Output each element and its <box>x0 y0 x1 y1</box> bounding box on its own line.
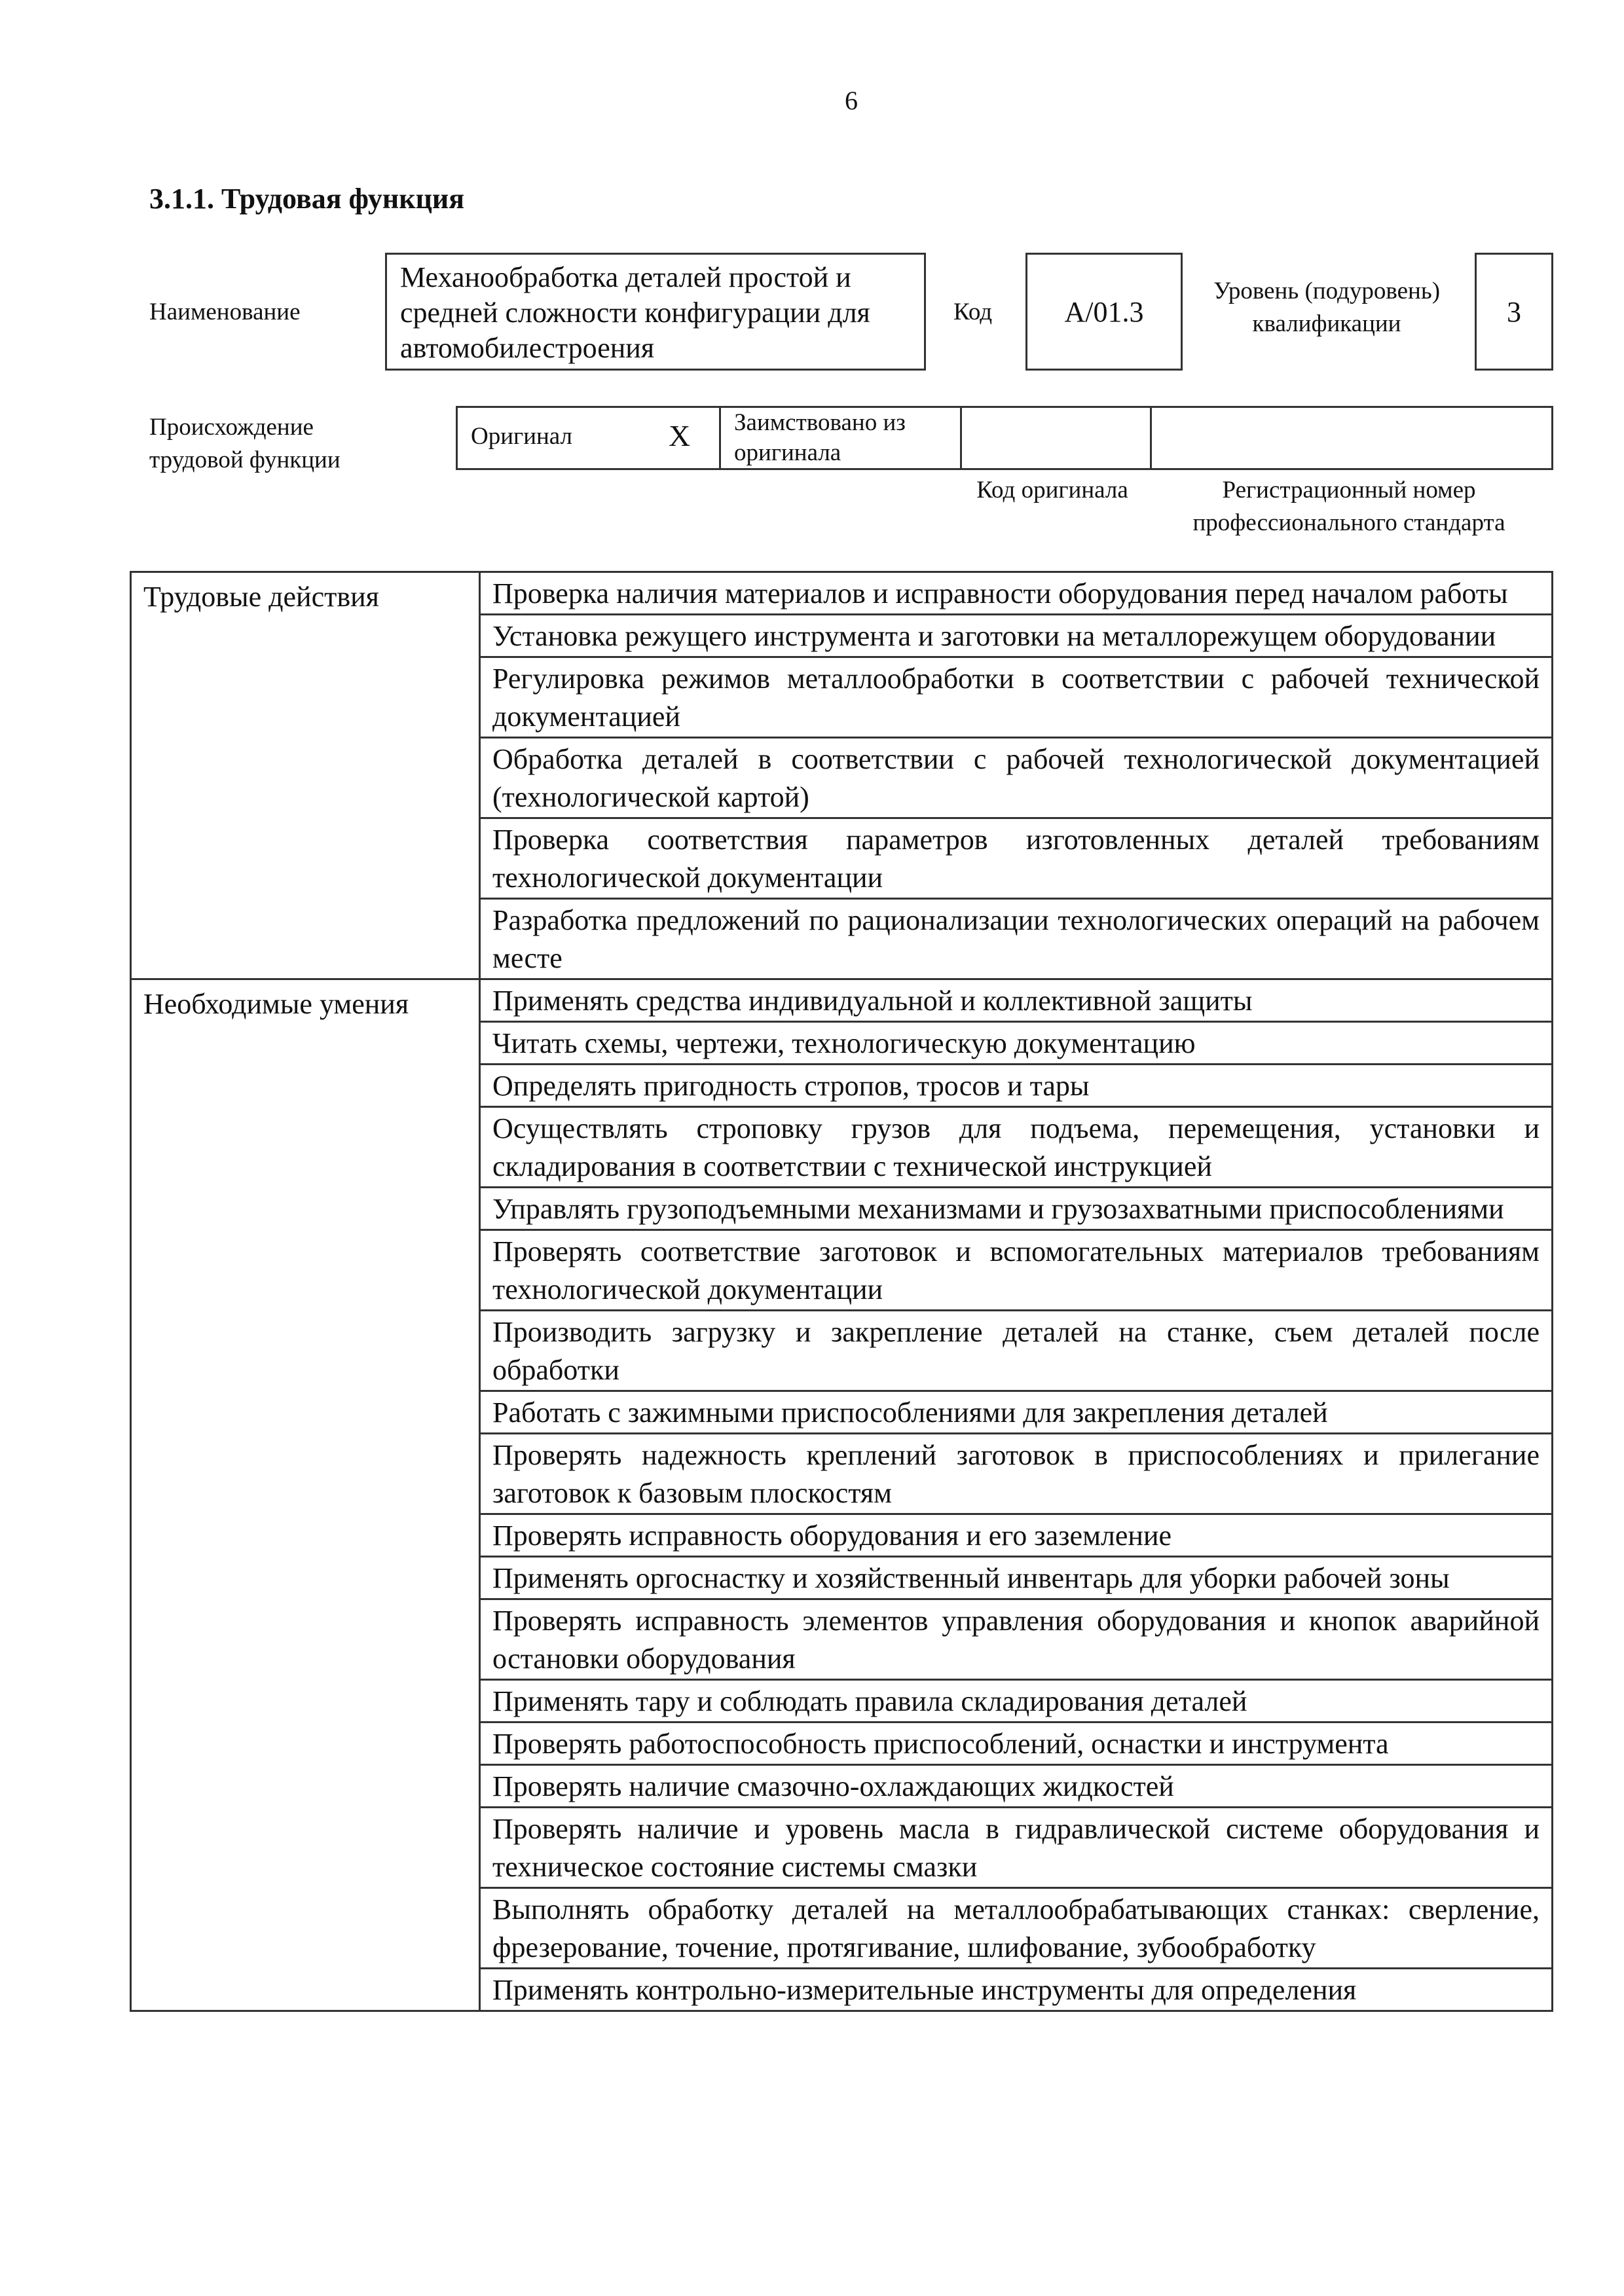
skills-label: Необходимые умения <box>131 979 480 2011</box>
labor-actions-label: Трудовые действия <box>131 572 480 979</box>
borrowed-cell <box>721 408 962 468</box>
level-box <box>1475 253 1553 371</box>
table-cell: Проверять работоспособность приспособлений, оснастки и инструмента <box>480 1722 1553 1765</box>
table-cell: Проверять наличие и уровень масла в гидравлической системе оборудования и техническое состояние системы смазки <box>480 1808 1553 1888</box>
table-cell: Проверка наличия материалов и исправности оборудования перед началом работы <box>480 572 1553 615</box>
level-value: 3 <box>1507 295 1521 328</box>
original-code-label: Код оригинала <box>976 477 1128 503</box>
table-cell: Осуществлять строповку грузов для подъема, перемещения, установки и складирования в соответствии с технической инструкцией <box>480 1107 1553 1188</box>
name-label: Наименование <box>149 299 301 325</box>
origin-label: Происхождение трудовой функции <box>149 414 341 473</box>
original-label: Оригинал <box>471 423 573 450</box>
origin-table <box>456 406 1553 470</box>
table-cell: Работать с зажимными приспособлениями для закрепления деталей <box>480 1391 1553 1434</box>
table-cell: Проверять наличие смазочно-охлаждающих жидкостей <box>480 1765 1553 1808</box>
table-cell: Обработка деталей в соответствии с рабочей технологической документацией (технологической картой) <box>480 738 1553 818</box>
table-cell: Читать схемы, чертежи, технологическую документацию <box>480 1022 1553 1065</box>
table-cell: Применять оргоснастку и хозяйственный инвентарь для уборки рабочей зоны <box>480 1557 1553 1599</box>
page-number: 6 <box>845 86 858 115</box>
table-cell: Проверять исправность элементов управления оборудования и кнопок аварийной остановки оборудования <box>480 1599 1553 1680</box>
function-name-box: Механообработка деталей простой и средней сложности конфигурации для автомобилестроения <box>385 253 926 371</box>
table-cell: Разработка предложений по рационализации технологических операций на рабочем месте <box>480 899 1553 979</box>
table-cell: Проверять соответствие заготовок и вспомогательных материалов требованиям технологической документации <box>480 1230 1553 1311</box>
code-label: Код <box>953 299 993 325</box>
table-cell: Применять средства индивидуальной и коллективной защиты <box>480 979 1553 1022</box>
table-cell: Применять тару и соблюдать правила складирования деталей <box>480 1680 1553 1722</box>
reg-number-label: Регистрационный номер профессионального стандарта <box>1192 477 1505 536</box>
original-code-cell <box>962 408 1152 468</box>
table-cell: Применять контрольно-измерительные инструменты для определения <box>480 1969 1553 2011</box>
table-cell: Проверка соответствия параметров изготовленных деталей требованиям технологической документации <box>480 818 1553 899</box>
table-cell: Управлять грузоподъемными механизмами и грузозахватными приспособлениями <box>480 1188 1553 1230</box>
table-cell: Производить загрузку и закрепление деталей на станке, съем деталей после обработки <box>480 1311 1553 1391</box>
table-row <box>131 572 1553 615</box>
table-cell: Определять пригодность стропов, тросов и тары <box>480 1065 1553 1107</box>
borrowed-label: Заимствовано из оригинала <box>734 409 906 466</box>
table-cell: Проверять надежность креплений заготовок в приспособлениях и прилегание заготовок к базовым плоскостям <box>480 1434 1553 1514</box>
reg-number-cell <box>1152 408 1551 468</box>
table-cell: Установка режущего инструмента и заготовки на металлорежущем оборудовании <box>480 615 1553 657</box>
table-cell: Проверять исправность оборудования и его заземление <box>480 1514 1553 1557</box>
table-cell: Выполнять обработку деталей на металлообрабатывающих станках: сверление, фрезерование, точение, протягивание, шлифование, зубообработку <box>480 1888 1553 1969</box>
code-box <box>1025 253 1183 371</box>
original-mark: X <box>669 419 691 452</box>
table-cell: Регулировка режимов металлообработки в соответствии с рабочей технической документацией <box>480 657 1553 738</box>
code-value: A/01.3 <box>1064 295 1144 328</box>
section-title: 3.1.1. Трудовая функция <box>149 183 465 215</box>
level-label: Уровень (подуровень) квалификации <box>1213 278 1441 337</box>
original-cell <box>458 408 721 468</box>
table-row <box>131 979 1553 1022</box>
function-table <box>130 571 1553 2012</box>
